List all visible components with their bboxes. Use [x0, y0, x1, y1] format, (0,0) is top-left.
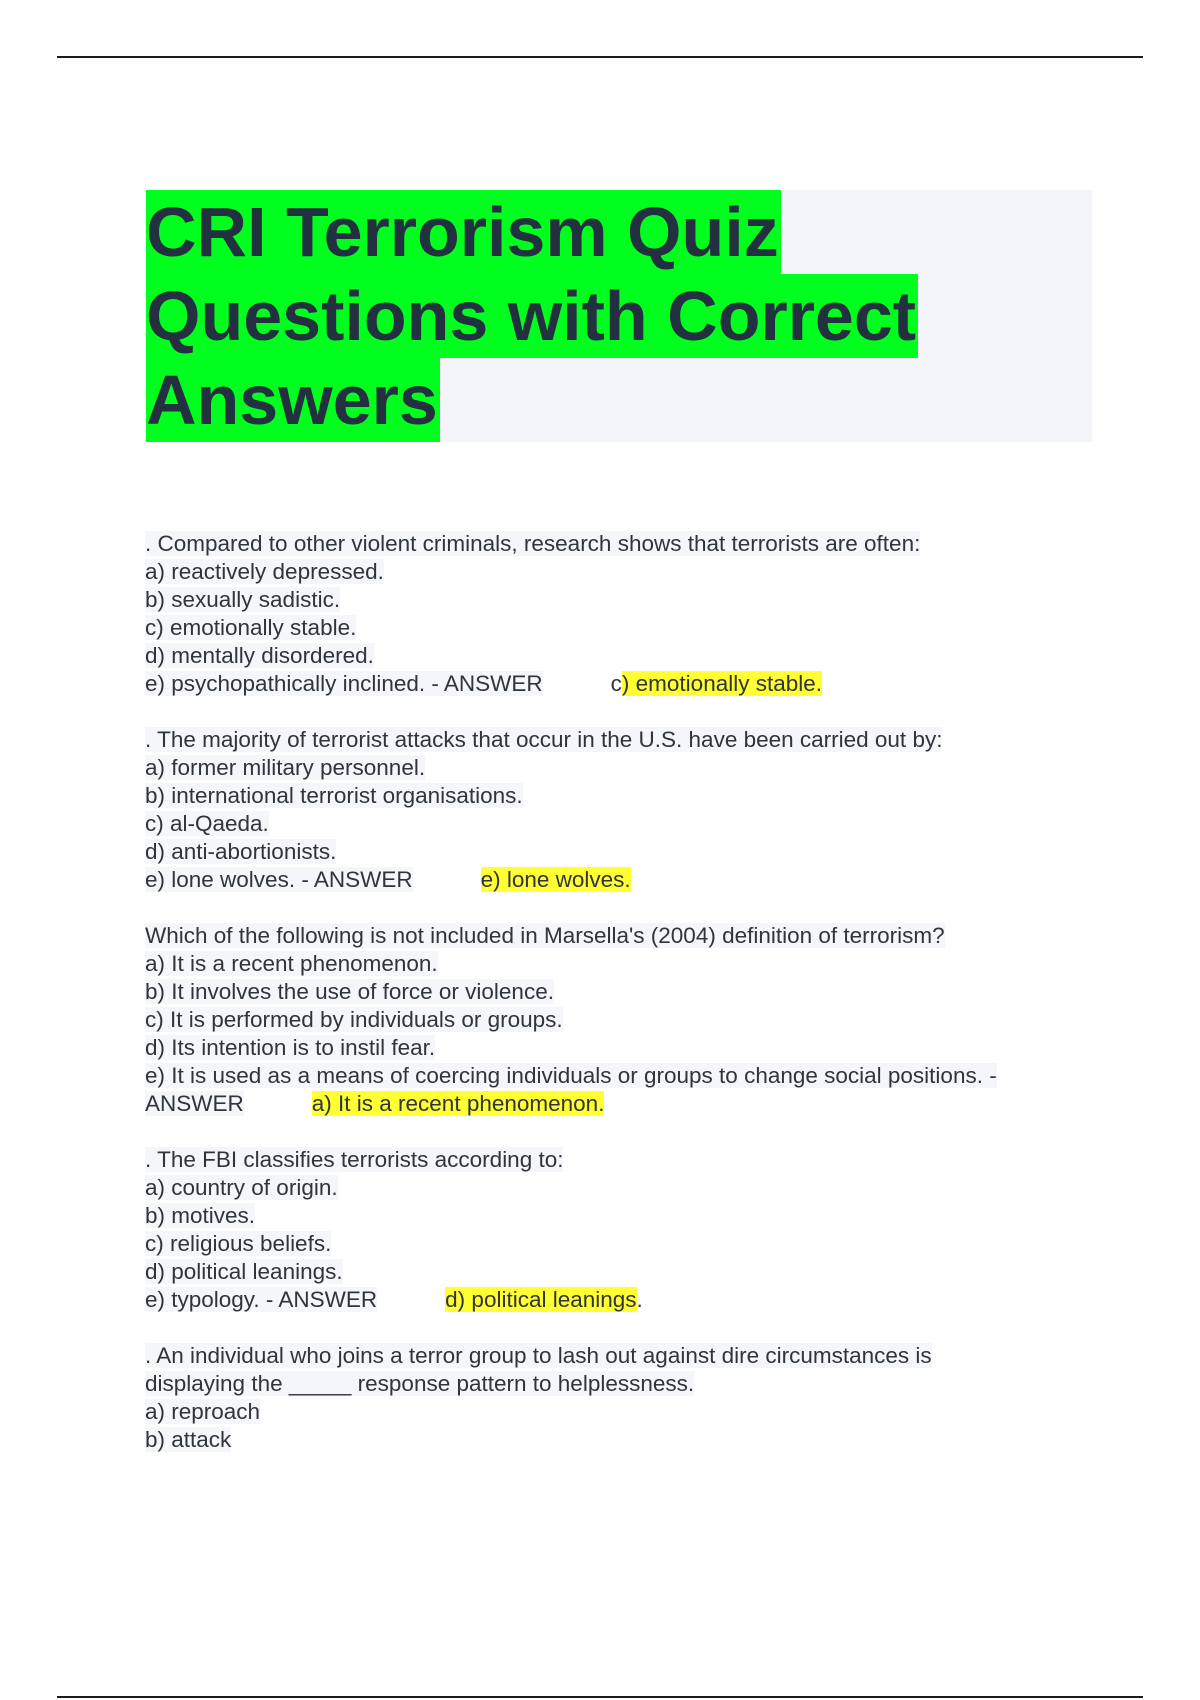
option: a) reproach	[145, 1399, 261, 1424]
option: a) former military personnel.	[145, 755, 426, 780]
question-4	[145, 1146, 1085, 1314]
quiz-content	[145, 530, 1085, 1482]
correct-answer: d) political leanings	[445, 1287, 637, 1312]
option: b) It involves the use of force or violence.	[145, 979, 554, 1004]
option: c) emotionally stable.	[145, 615, 357, 640]
option: a) reactively depressed.	[145, 559, 384, 584]
correct-answer: e) lone wolves.	[480, 867, 631, 892]
question-1	[145, 530, 1085, 698]
question-stem: . Compared to other violent criminals, research shows that terrorists are often:	[145, 531, 921, 556]
question-stem-continued: displaying the _____ response pattern to helplessness.	[145, 1371, 695, 1396]
answer-line	[145, 866, 1085, 894]
option: c) It is performed by individuals or groups.	[145, 1007, 563, 1032]
option: a) It is a recent phenomenon.	[145, 951, 438, 976]
option: d) anti-abortionists.	[145, 839, 337, 864]
bottom-rule	[57, 1696, 1143, 1698]
answer-marker: ANSWER	[145, 1091, 244, 1116]
title-line-2: Questions with Correct	[146, 274, 918, 358]
answer-marker: - ANSWER	[425, 671, 543, 696]
option: d) mentally disordered.	[145, 643, 374, 668]
top-rule	[57, 56, 1143, 58]
last-option: e) psychopathically inclined.	[145, 671, 426, 696]
last-option: e) It is used as a means of coercing individuals or groups to change social positions. -	[145, 1063, 997, 1088]
option: b) motives.	[145, 1203, 256, 1228]
question-stem: . The FBI classifies terrorists according to:	[145, 1147, 564, 1172]
document-title	[146, 190, 1092, 442]
answer-line	[145, 670, 1085, 698]
option: b) attack	[145, 1427, 232, 1452]
answer-suffix: .	[636, 1287, 643, 1312]
title-line-1: CRI Terrorism Quiz	[146, 190, 781, 274]
answer-line	[145, 1090, 1085, 1118]
question-3	[145, 922, 1085, 1118]
correct-answer: ) emotionally stable.	[621, 671, 823, 696]
question-2	[145, 726, 1085, 894]
option: b) international terrorist organisations.	[145, 783, 523, 808]
correct-answer: a) It is a recent phenomenon.	[311, 1091, 605, 1116]
option: b) sexually sadistic.	[145, 587, 341, 612]
answer-line	[145, 1286, 1085, 1314]
option: a) country of origin.	[145, 1175, 338, 1200]
last-option: e) lone wolves.	[145, 867, 296, 892]
answer-marker: - ANSWER	[259, 1287, 378, 1312]
option: c) religious beliefs.	[145, 1231, 332, 1256]
question-stem: . The majority of terrorist attacks that occur in the U.S. have been carried out by:	[145, 727, 943, 752]
last-option: e) typology.	[145, 1287, 260, 1312]
title-line-3: Answers	[146, 358, 440, 442]
title-heading	[146, 190, 1092, 442]
option: d) political leanings.	[145, 1259, 343, 1284]
answer-marker: - ANSWER	[295, 867, 413, 892]
option: d) Its intention is to instil fear.	[145, 1035, 436, 1060]
option: c) al-Qaeda.	[145, 811, 269, 836]
question-stem: Which of the following is not included in Marsella's (2004) definition of terrorism?	[145, 923, 945, 948]
question-5	[145, 1342, 1085, 1454]
answer-prefix: c	[610, 671, 622, 696]
question-stem: . An individual who joins a terror group to lash out against dire circumstances is	[145, 1343, 932, 1368]
